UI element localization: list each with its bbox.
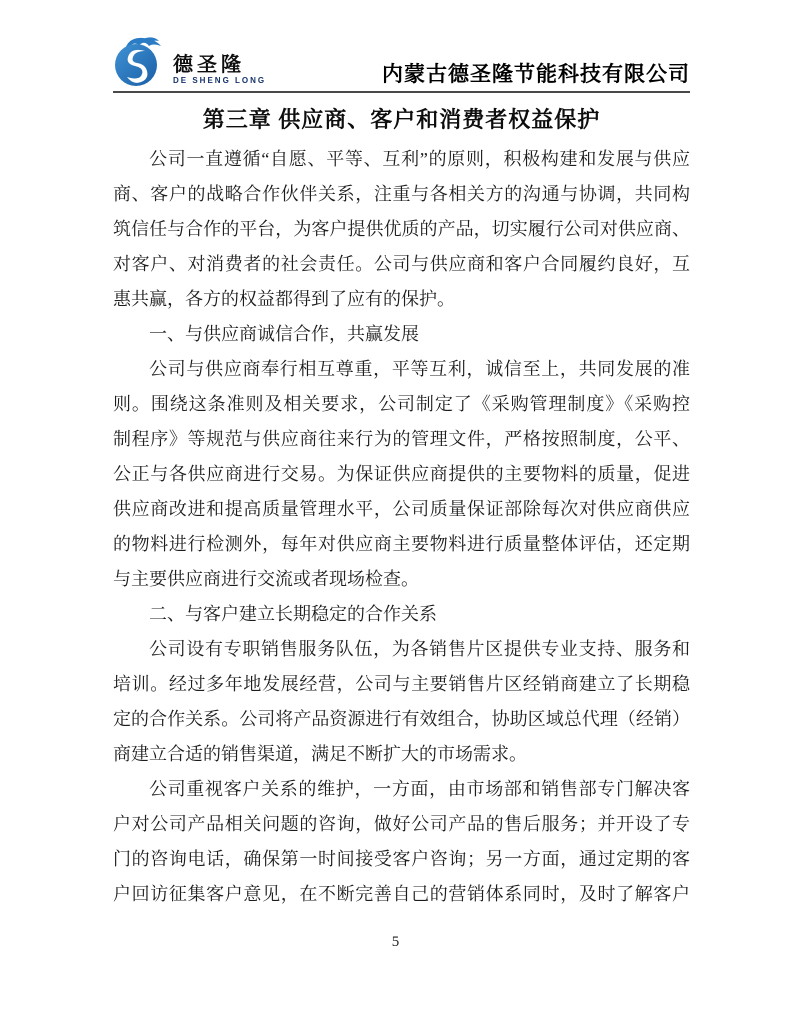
- company-name: 内蒙古德圣隆节能科技有限公司: [382, 62, 690, 86]
- document-content: [113, 100, 690, 912]
- body-line: 商建立合适的销售渠道，满足不断扩大的市场需求。: [113, 744, 527, 764]
- body-line: 商、客户的战略合作伙伴关系，注重与各相关方的沟通与协调，共同构: [113, 184, 690, 204]
- body-line: 培训。经过多年地发展经营，公司与主要销售片区经销商建立了长期稳: [113, 674, 690, 694]
- body-line: 公司一直遵循“自愿、平等、互利”的原则，积极构建和发展与供应: [149, 149, 690, 169]
- body-line: 公司设有专职销售服务队伍，为各销售片区提供专业支持、服务和: [149, 639, 690, 659]
- body-line: 公司重视客户关系的维护，一方面，由市场部和销售部专门解决客: [149, 779, 690, 799]
- body-line: 定的合作关系。公司将产品资源进行有效组合，协助区域总代理（经销）: [113, 709, 690, 729]
- page-header: [113, 34, 690, 93]
- body-line: 惠共赢，各方的权益都得到了应有的保护。: [113, 289, 455, 309]
- body-line: 户回访征集客户意见，在不断完善自己的营销体系同时，及时了解客户: [113, 884, 690, 904]
- dragon-s-logo-icon: [113, 33, 169, 89]
- body-line: 筑信任与合作的平台，为客户提供优质的产品，切实履行公司对供应商、: [113, 219, 690, 239]
- body-line: 供应商改进和提高质量管理水平，公司质量保证部除每次对供应商供应: [113, 499, 690, 519]
- chapter-title: 第三章 供应商、客户和消费者权益保护: [202, 107, 601, 132]
- body-line: 的物料进行检测外，每年对供应商主要物料进行质量整体评估，还定期: [113, 534, 690, 554]
- page-number: 5: [391, 934, 400, 950]
- body-line: 户对公司产品相关问题的咨询，做好公司产品的售后服务；并开设了专: [113, 814, 690, 834]
- section-heading: 一、与供应商诚信合作，共赢发展: [149, 324, 419, 344]
- body-line: 公司与供应商奉行相互尊重，平等互利，诚信至上，共同发展的准: [149, 359, 690, 379]
- body-line: 则。围绕这条准则及相关要求，公司制定了《采购管理制度》《采购控: [113, 394, 690, 414]
- body-text: [113, 142, 690, 912]
- section-heading: 二、与客户建立长期稳定的合作关系: [149, 604, 437, 624]
- company-logo: [113, 33, 266, 91]
- logo-wordmark: [173, 54, 266, 89]
- body-line: 对客户、对消费者的社会责任。公司与供应商和客户合同履约良好，互: [113, 254, 690, 274]
- body-line: 公正与各供应商进行交易。为保证供应商提供的主要物料的质量，促进: [113, 464, 690, 484]
- body-line: 门的咨询电话，确保第一时间接受客户咨询；另一方面，通过定期的客: [113, 849, 690, 869]
- body-line: 与主要供应商进行交流或者现场检查。: [113, 569, 419, 589]
- logo-name-en: DE SHENG LONG: [173, 76, 267, 85]
- body-line: 制程序》等规范与供应商往来行为的管理文件，严格按照制度，公平、: [113, 429, 690, 449]
- logo-name-cn: 德圣隆: [173, 54, 245, 76]
